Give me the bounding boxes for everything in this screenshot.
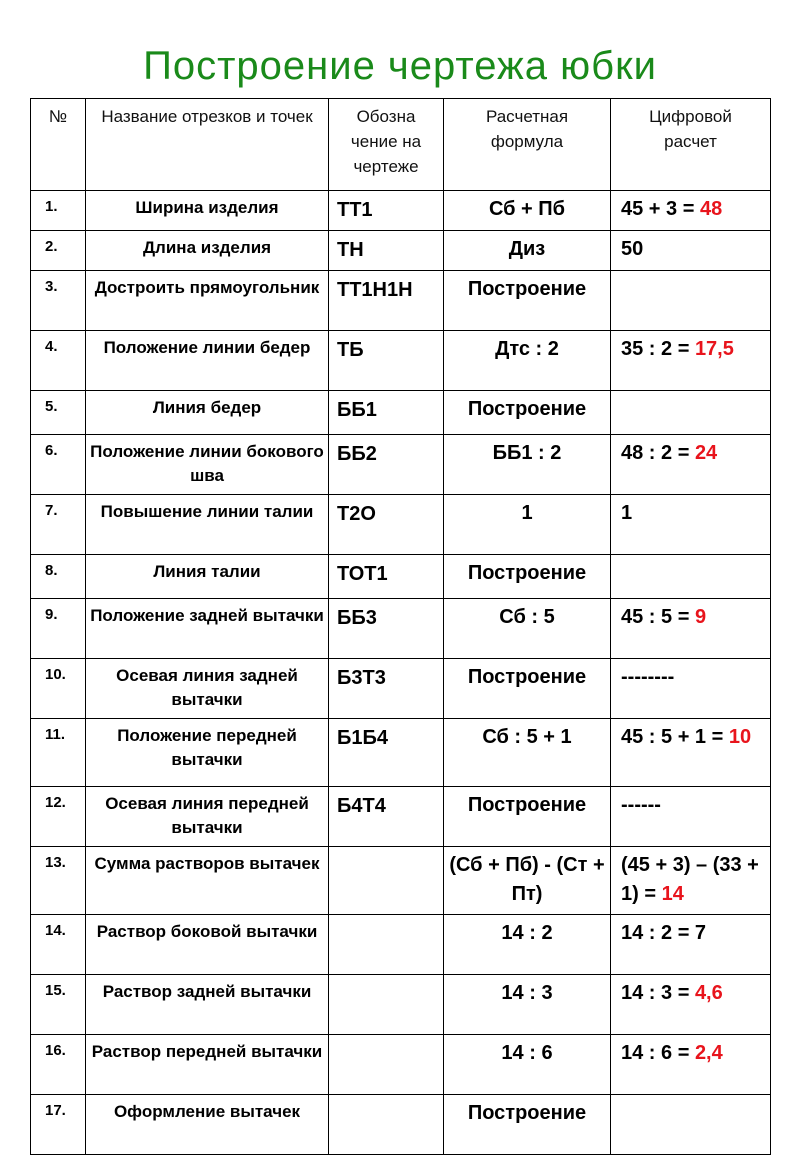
row-formula: Построение <box>444 1095 611 1155</box>
row-segment-name: Раствор задней вытачки <box>86 975 329 1035</box>
calc-result: 14 <box>661 883 684 905</box>
table-header-row <box>31 99 771 191</box>
row-calculation <box>611 435 771 495</box>
row-number: 16. <box>31 1035 86 1095</box>
calc-text: 14 : 3 = <box>621 982 695 1004</box>
table-row <box>31 915 771 975</box>
calc-text: 45 : 5 = <box>621 606 695 628</box>
row-number: 10. <box>31 659 86 719</box>
row-calculation <box>611 391 771 435</box>
row-drawing-code <box>329 1035 444 1095</box>
row-formula: Сб : 5 + 1 <box>444 719 611 787</box>
calc-text: -------- <box>621 666 675 688</box>
row-segment-name: Ширина изделия <box>86 191 329 231</box>
row-calculation <box>611 659 771 719</box>
row-drawing-code: ТТ1 <box>329 191 444 231</box>
row-segment-name: Положение линии бедер <box>86 331 329 391</box>
table-row <box>31 331 771 391</box>
calc-text: 14 : 6 = <box>621 1042 695 1064</box>
row-number: 11. <box>31 719 86 787</box>
row-segment-name: Раствор боковой вытачки <box>86 915 329 975</box>
row-drawing-code: ББ2 <box>329 435 444 495</box>
row-drawing-code: Т2О <box>329 495 444 555</box>
row-drawing-code <box>329 1095 444 1155</box>
row-drawing-code: ТОТ1 <box>329 555 444 599</box>
row-calculation <box>611 719 771 787</box>
row-segment-name: Длина изделия <box>86 231 329 271</box>
row-number: 13. <box>31 847 86 915</box>
calc-text: 45 : 5 + 1 = <box>621 726 729 748</box>
page-title: Построение чертежа юбки <box>143 44 657 88</box>
header-code-line2: чение на <box>350 132 422 151</box>
row-number: 2. <box>31 231 86 271</box>
header-code-line1: Обозна <box>356 107 416 126</box>
row-drawing-code <box>329 915 444 975</box>
table-row <box>31 847 771 915</box>
row-calculation <box>611 495 771 555</box>
row-calculation <box>611 915 771 975</box>
table-row <box>31 231 771 271</box>
calc-text: 14 : 2 = 7 <box>621 922 707 944</box>
row-formula: (Сб + Пб) - (Ст + Пт) <box>444 847 611 915</box>
calc-result: 2,4 <box>694 1042 723 1064</box>
row-drawing-code: Б4Т4 <box>329 787 444 847</box>
calc-text: 48 : 2 = <box>621 442 695 464</box>
table-row <box>31 659 771 719</box>
row-formula: 14 : 3 <box>444 975 611 1035</box>
row-drawing-code: Б1Б4 <box>329 719 444 787</box>
calc-text: 35 : 2 = <box>621 338 695 360</box>
table-row <box>31 1095 771 1155</box>
row-calculation <box>611 975 771 1035</box>
row-formula: Построение <box>444 271 611 331</box>
row-drawing-code: ТТ1Н1Н <box>329 271 444 331</box>
table-row <box>31 599 771 659</box>
table-row <box>31 271 771 331</box>
row-segment-name: Оформление вытачек <box>86 1095 329 1155</box>
header-formula: Расчетная формула <box>444 99 611 191</box>
calc-text: 45 + 3 = <box>621 198 700 220</box>
row-number: 15. <box>31 975 86 1035</box>
calc-text: 50 <box>621 238 644 260</box>
row-calculation <box>611 1035 771 1095</box>
row-segment-name: Положение задней вытачки <box>86 599 329 659</box>
header-number: № <box>31 99 86 191</box>
row-number: 3. <box>31 271 86 331</box>
calc-result: 10 <box>728 726 752 748</box>
row-number: 8. <box>31 555 86 599</box>
calc-result: 24 <box>694 442 718 464</box>
row-formula: 1 <box>444 495 611 555</box>
calc-text: ------ <box>621 794 661 816</box>
header-name: Название отрезков и точек <box>86 99 329 191</box>
row-drawing-code: ТН <box>329 231 444 271</box>
row-number: 7. <box>31 495 86 555</box>
row-segment-name: Линия бедер <box>86 391 329 435</box>
row-formula: 14 : 6 <box>444 1035 611 1095</box>
row-segment-name: Положение передней вытачки <box>86 719 329 787</box>
row-drawing-code: Б3Т3 <box>329 659 444 719</box>
row-calculation <box>611 231 771 271</box>
row-calculation <box>611 787 771 847</box>
calc-text: 1 <box>621 502 633 524</box>
row-segment-name: Повышение линии талии <box>86 495 329 555</box>
row-drawing-code: ТБ <box>329 331 444 391</box>
table-row <box>31 555 771 599</box>
row-calculation <box>611 271 771 331</box>
calc-result: 48 <box>699 198 723 220</box>
row-number: 4. <box>31 331 86 391</box>
row-number: 6. <box>31 435 86 495</box>
row-number: 12. <box>31 787 86 847</box>
row-formula: Диз <box>444 231 611 271</box>
calc-result: 17,5 <box>694 338 734 360</box>
row-number: 9. <box>31 599 86 659</box>
skirt-draft-table <box>30 98 771 1155</box>
row-drawing-code <box>329 975 444 1035</box>
table-row <box>31 391 771 435</box>
row-segment-name: Раствор передней вытачки <box>86 1035 329 1095</box>
header-code-line3: чертеже <box>353 157 419 176</box>
row-calculation <box>611 555 771 599</box>
table-row <box>31 787 771 847</box>
table-row <box>31 435 771 495</box>
row-formula: Сб + Пб <box>444 191 611 231</box>
row-calculation <box>611 599 771 659</box>
header-code <box>329 99 444 191</box>
row-formula: Сб : 5 <box>444 599 611 659</box>
table-row <box>31 719 771 787</box>
calc-text: (45 + 3) – (33 + 1) = <box>621 854 759 905</box>
table-row <box>31 191 771 231</box>
row-calculation <box>611 331 771 391</box>
row-number: 14. <box>31 915 86 975</box>
row-segment-name: Сумма растворов вытачек <box>86 847 329 915</box>
row-calculation <box>611 1095 771 1155</box>
calc-result: 9 <box>694 606 707 628</box>
row-formula: Построение <box>444 787 611 847</box>
row-number: 5. <box>31 391 86 435</box>
row-segment-name: Осевая линия задней вытачки <box>86 659 329 719</box>
row-formula: 14 : 2 <box>444 915 611 975</box>
calc-result: 4,6 <box>694 982 723 1004</box>
row-segment-name: Положение линии бокового шва <box>86 435 329 495</box>
row-calculation <box>611 847 771 915</box>
table-row <box>31 1035 771 1095</box>
row-drawing-code: ББ3 <box>329 599 444 659</box>
row-segment-name: Линия талии <box>86 555 329 599</box>
row-formula: Построение <box>444 659 611 719</box>
row-segment-name: Достроить прямоугольник <box>86 271 329 331</box>
row-number: 17. <box>31 1095 86 1155</box>
row-formula: Построение <box>444 391 611 435</box>
table-row <box>31 975 771 1035</box>
row-formula: ББ1 : 2 <box>444 435 611 495</box>
header-calc: Цифровой расчет <box>611 99 771 191</box>
row-segment-name: Осевая линия передней вытачки <box>86 787 329 847</box>
row-formula: Дтс : 2 <box>444 331 611 391</box>
row-drawing-code: ББ1 <box>329 391 444 435</box>
row-number: 1. <box>31 191 86 231</box>
row-calculation <box>611 191 771 231</box>
table-row <box>31 495 771 555</box>
row-formula: Построение <box>444 555 611 599</box>
row-drawing-code <box>329 847 444 915</box>
